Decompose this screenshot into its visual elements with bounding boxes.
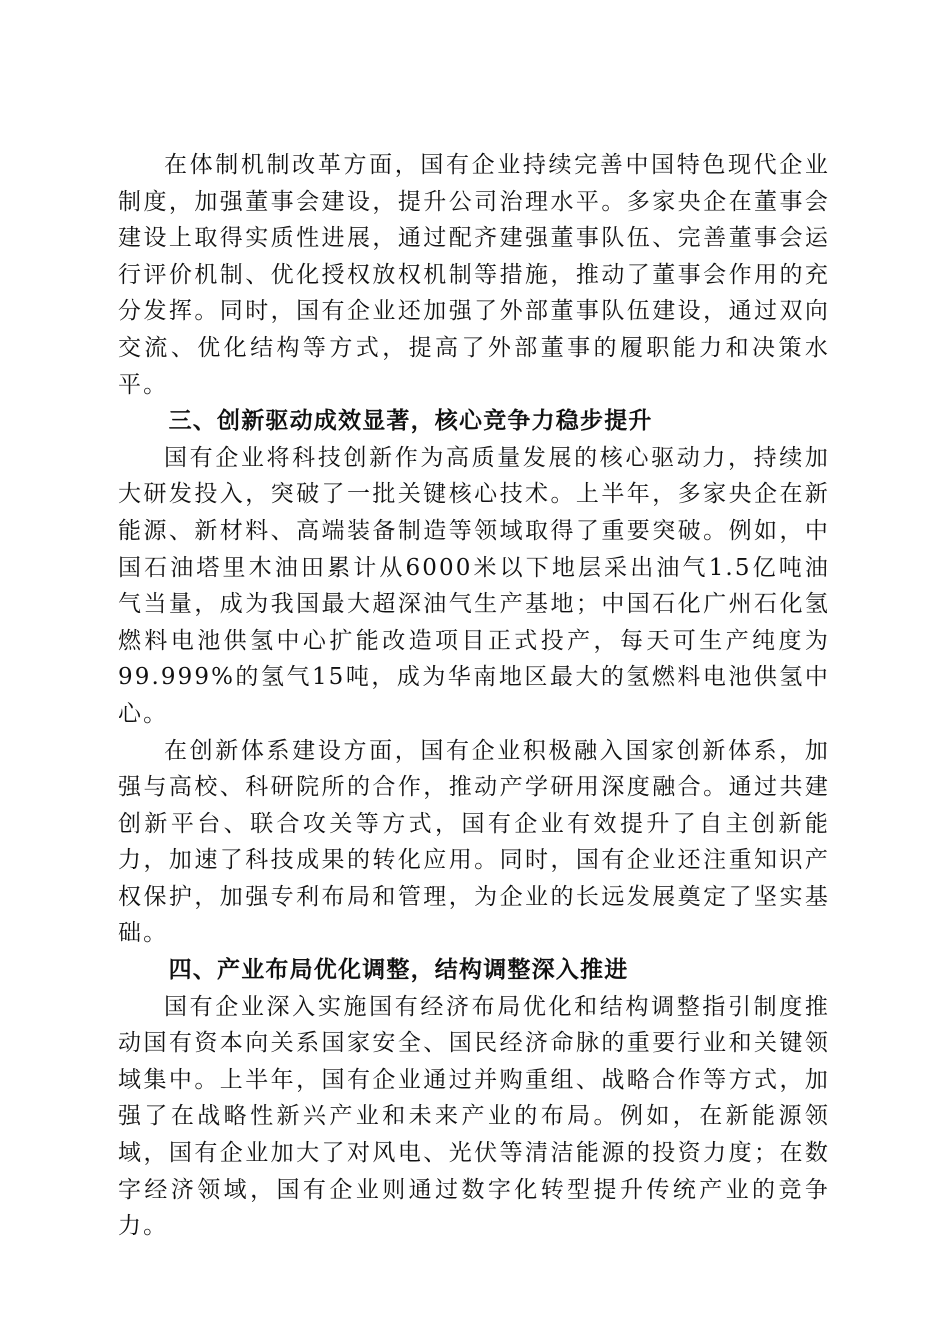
paragraph-tech-innovation: 国有企业将科技创新作为高质量发展的核心驱动力，持续加大研发投入，突破了一批关键核心技术。上半年，多家央企在新能源、新材料、高端装备制造等领域取得了重要突破。例如，中国石油塔里木油田累计从6000米以下地层采出油气1.5亿吨油气当量，成为我国最大超深油气生产基地；中国石化广州石化氢燃料电池供氢中心扩能改造项目正式投产，每天可生产纯度为99.999%的氢气15吨，成为华南地区最大的氢燃料电池供氢中心。 xyxy=(118,444,830,727)
paragraph-governance-reform: 在体制机制改革方面，国有企业持续完善中国特色现代企业制度，加强董事会建设，提升公司治理水平。多家央企在董事会建设上取得实质性进展，通过配齐建强董事队伍、完善董事会运行评价机制、优化授权放权机制等措施，推动了董事会作用的充分发挥。同时，国有企业还加强了外部董事队伍建设，通过双向交流、优化结构等方式，提高了外部董事的履职能力和决策水平。 xyxy=(118,152,830,398)
section-heading-industry-layout: 四、产业布局优化调整，结构调整深入推进 xyxy=(168,957,629,984)
document-page xyxy=(118,147,830,1245)
section-heading-innovation: 三、创新驱动成效显著，核心竞争力稳步提升 xyxy=(168,408,653,435)
paragraph-innovation-system: 在创新体系建设方面，国有企业积极融入国家创新体系，加强与高校、科研院所的合作，推动产学研用深度融合。通过共建创新平台、联合攻关等方式，国有企业有效提升了自主创新能力，加速了科技成果的转化应用。同时，国有企业还注重知识产权保护，加强专利布局和管理，为企业的长远发展奠定了坚实基础。 xyxy=(118,737,830,947)
paragraph-industry-layout: 国有企业深入实施国有经济布局优化和结构调整指引制度推动国有资本向关系国家安全、国民经济命脉的重要行业和关键领域集中。上半年，国有企业通过并购重组、战略合作等方式，加强了在战略性新兴产业和未来产业的布局。例如，在新能源领域，国有企业加大了对风电、光伏等清洁能源的投资力度；在数字经济领域，国有企业则通过数字化转型提升传统产业的竞争力。 xyxy=(118,993,830,1240)
